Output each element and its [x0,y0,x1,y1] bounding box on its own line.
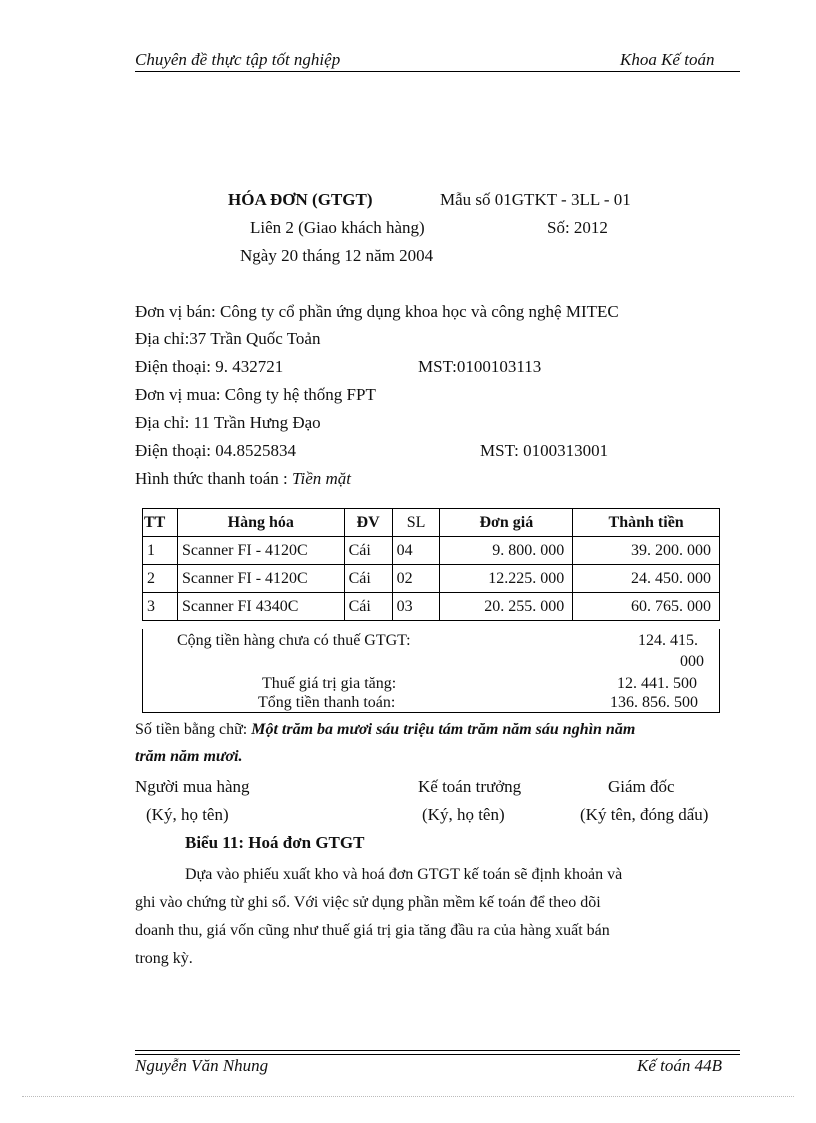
paragraph-line: trong kỳ. [135,950,193,967]
buyer-phone: Điện thoại: 04.8525834 [135,441,297,460]
signature-director: Giám đốc [608,777,675,796]
cell-qty: 04 [392,537,440,565]
seller-address: Địa chỉ:37 Trần Quốc Toản [135,329,321,348]
cell-item: Scanner FI 4340C [177,593,344,621]
subtotal-label: Cộng tiền hàng chưa có thuế GTGT: [177,632,411,649]
table-header-row [143,509,720,537]
table-row [143,537,720,565]
header-left: Chuyên đề thực tập tốt nghiệp [135,50,341,69]
header-right: Khoa Kế toán [620,50,715,69]
cell-tt: 2 [143,565,178,593]
footer-right: Kế toán 44B [637,1056,722,1075]
payment-label: Hình thức thanh toán : [135,469,292,488]
buyer-address: Địa chỉ: 11 Trần Hưng Đạo [135,413,321,432]
buyer-unit: Đơn vị mua: Công ty hệ thống FPT [135,385,376,404]
col-header: TT [143,509,178,537]
seller-unit: Đơn vị bán: Công ty cổ phần ứng dụng khoa học và công nghệ MITEC [135,302,619,321]
payment-method [135,469,351,489]
signature-accountant: Kế toán trưởng [418,777,522,796]
cell-amount: 39. 200. 000 [573,537,720,565]
cell-item: Scanner FI - 4120C [177,537,344,565]
amount-words-value: Một trăm ba mươi sáu triệu tám trăm năm sáu nghìn năm [251,721,636,738]
invoice-date: Ngày 20 tháng 12 năm 2004 [240,246,434,265]
amount-words-value-cont: trăm năm mươi. [135,748,243,765]
subtotal-value: 124. 415. [638,632,698,649]
buyer-tax: MST: 0100313001 [480,441,609,460]
cell-price: 9. 800. 000 [440,537,573,565]
footer-left: Nguyễn Văn Nhung [135,1056,269,1075]
cell-qty: 02 [392,565,440,593]
cell-tt: 1 [143,537,178,565]
body-paragraph [135,861,740,973]
seller-phone: Điện thoại: 9. 432721 [135,357,284,376]
cell-amount: 60. 765. 000 [573,593,720,621]
table-row [143,565,720,593]
col-header: Thành tiền [573,509,720,537]
cell-price: 20. 255. 000 [440,593,573,621]
figure-caption: Biểu 11: Hoá đơn GTGT [185,833,365,852]
cell-unit: Cái [344,565,392,593]
signature-director-note: (Ký tên, đóng dấu) [580,805,709,824]
page-edge [22,1096,794,1097]
invoice-number: Số: 2012 [547,218,608,237]
table-row [143,593,720,621]
cell-unit: Cái [344,537,392,565]
col-header: ĐV [344,509,392,537]
col-header: SL [392,509,440,537]
cell-amount: 24. 450. 000 [573,565,720,593]
signature-accountant-note: (Ký, họ tên) [422,805,505,824]
total-value: 136. 856. 500 [610,694,698,711]
header-rule [135,71,740,72]
signature-buyer-note: (Ký, họ tên) [146,805,229,824]
amount-in-words [135,721,635,739]
paragraph-line: ghi vào chứng từ ghi sổ. Với việc sử dụng phần mềm kế toán để theo dõi [135,894,601,911]
cell-item: Scanner FI - 4120C [177,565,344,593]
cell-price: 12.225. 000 [440,565,573,593]
invoice-title: HÓA ĐƠN (GTGT) [228,190,373,209]
cell-tt: 3 [143,593,178,621]
invoice-form-no: Mẫu số 01GTKT - 3LL - 01 [440,190,631,209]
footer-rule [135,1050,740,1055]
vat-value: 12. 441. 500 [617,675,697,692]
col-header: Hàng hóa [177,509,344,537]
invoice-copy: Liên 2 (Giao khách hàng) [250,218,425,237]
signature-buyer: Người mua hàng [135,777,250,796]
col-header: Đơn giá [440,509,573,537]
paragraph-line: doanh thu, giá vốn cũng như thuế giá trị gia tăng đầu ra của hàng xuất bán [135,922,610,939]
amount-words-label: Số tiền bằng chữ: [135,721,252,738]
subtotal-value-cont: 000 [680,653,704,670]
cell-qty: 03 [392,593,440,621]
vat-label: Thuế giá trị gia tăng: [262,675,397,692]
seller-tax: MST:0100103113 [418,357,542,376]
total-label: Tổng tiền thanh toán: [258,694,396,711]
payment-value: Tiền mặt [292,469,352,488]
cell-unit: Cái [344,593,392,621]
invoice-table [142,508,720,621]
paragraph-line: Dựa vào phiếu xuất kho và hoá đơn GTGT kế toán sẽ định khoản và [185,866,623,883]
